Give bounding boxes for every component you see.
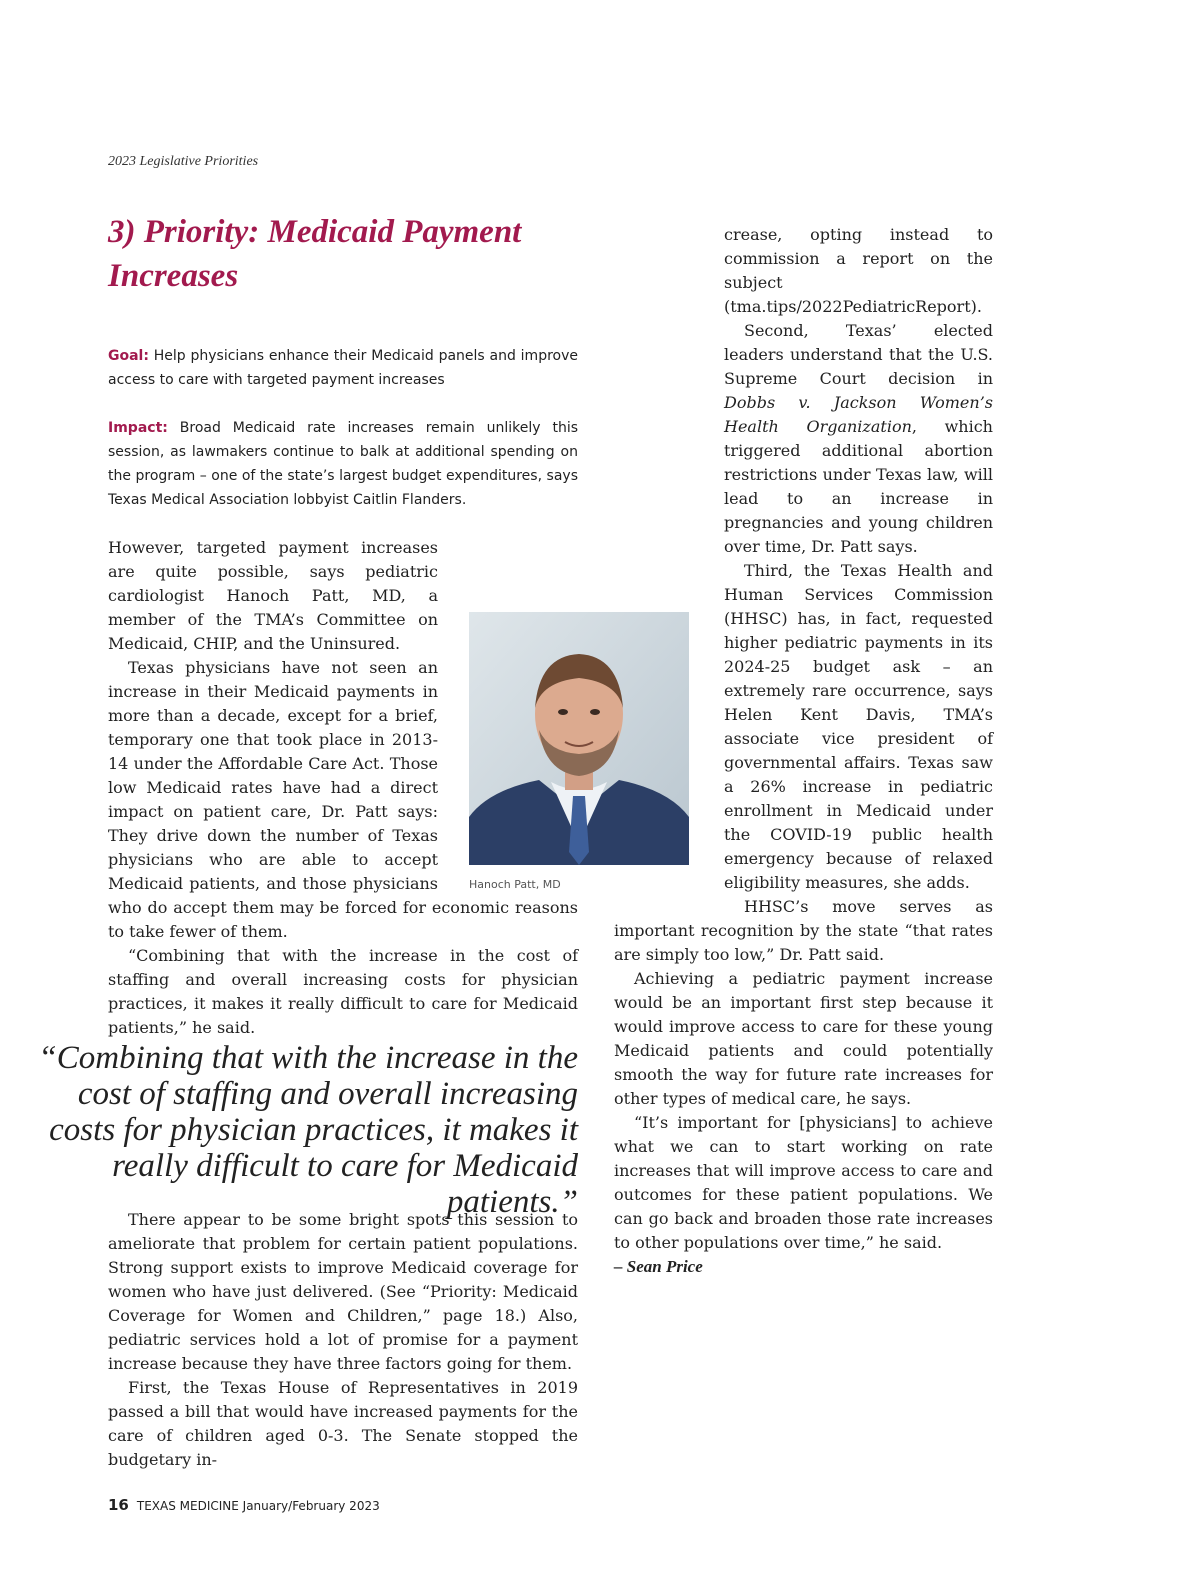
body-paragraph: “It’s important for [physicians] to achieve what we can to start working on rate increases that will improve access to care and outcomes for these patient populations. We can go back and broaden those rate increases to other populations over time,” he said.	[614, 1113, 993, 1252]
right-column	[614, 223, 993, 1279]
left-column-bottom	[108, 1208, 578, 1472]
byline: – Sean Price	[614, 1257, 703, 1276]
impact-text: Broad Medicaid rate increases remain unlikely this session, as lawmakers continue to balk at additional spending on the program – one of the state’s largest budget expenditures, says Texas Medical Association lobbyist Caitlin Flanders.	[108, 420, 578, 508]
body-paragraph: “Combining that with the increase in the cost of staffing and overall increasing costs for physician practices, it makes it really difficult to care for Medicaid patients,” he said.	[108, 946, 578, 1037]
case-name: Dobbs v. Jackson Women’s Health Organization	[724, 393, 993, 436]
body-paragraph: There appear to be some bright spots this session to ameliorate that problem for certain patient populations. Strong support exists to improve Medicaid coverage for women who have just delivered. (See “Priority: Medicaid Coverage for Women and Children,” page 18.) Also, pediatric services hold a lot of promise for a payment increase because they have three factors going for them.	[108, 1210, 578, 1373]
body-paragraph: Texas physicians have not seen an increase in their Medicaid payments in more than a decade, except for a brief, temporary one that took place in 2013-14 under the Affordable Care Act. Those low Medicaid rates have had a direct impact on patient care, Dr. Patt says: They drive down the number of Texas physicians who are able to accept Medicaid patients, and those physicians who do accept them may be forced for economic reasons to take fewer of them.	[108, 658, 578, 941]
body-text: Second, Texas’ elected leaders understand that the U.S. Supreme Court decision in	[724, 321, 993, 388]
page-footer	[108, 1496, 380, 1514]
body-text: , which triggered additional abortion restrictions under Texas law, will lead to an increase in pregnancies and young children over time, Dr. Patt says.	[724, 417, 993, 556]
body-paragraph	[614, 319, 993, 559]
goal-text: Help physicians enhance their Medicaid panels and improve access to care with targeted payment increases	[108, 348, 578, 388]
body-paragraph: crease, opting instead to commission a report on the subject (tma.tips/2022PediatricReport).	[724, 225, 993, 316]
running-head: 2023 Legislative Priorities	[108, 154, 259, 169]
photo-caption: Hanoch Patt, MD	[469, 878, 561, 891]
page-number: 16	[108, 1496, 129, 1514]
publication-name: TEXAS MEDICINE January/February 2023	[136, 1499, 380, 1513]
impact-statement	[108, 416, 578, 512]
photo-wrap-spacer	[614, 579, 724, 915]
body-paragraph: Achieving a pediatric payment increase would be an important first step because it would improve access to care for these young Medicaid patients and could potentially smooth the way for future rate increases for other types of medical care, he says.	[614, 969, 993, 1108]
body-paragraph: However, targeted payment increases are quite possible, says pediatric cardiologist Hanoch Patt, MD, a member of the TMA’s Committee on Medicaid, CHIP, and the Uninsured.	[108, 538, 438, 653]
body-paragraph: HHSC’s move serves as important recognition by the state “that rates are simply too low,” Dr. Patt said.	[614, 897, 993, 964]
article-title: 3) Priority: Medicaid Payment Increases	[108, 214, 522, 294]
body-paragraph: First, the Texas House of Representatives in 2019 passed a bill that would have increased payments for the care of children aged 0-3. The Senate stopped the budgetary in-	[108, 1378, 578, 1469]
goal-statement	[108, 344, 578, 392]
goal-label: Goal:	[108, 348, 149, 364]
impact-label: Impact:	[108, 420, 168, 436]
pull-quote: “Combining that with the increase in the cost of staffing and overall increasing costs for physician practices, it makes it really difficult to care for Medicaid patients.”	[38, 1040, 578, 1220]
body-paragraph: Third, the Texas Health and Human Services Commission (HHSC) has, in fact, requested higher pediatric payments in its 2024-25 budget ask – an extremely rare occurrence, says Helen Kent Davis, TMA’s associate vice president of governmental affairs. Texas saw a 26% increase in pediatric enrollment in Medicaid under the COVID-19 public health emergency because of relaxed eligibility measures, she adds.	[724, 561, 993, 892]
